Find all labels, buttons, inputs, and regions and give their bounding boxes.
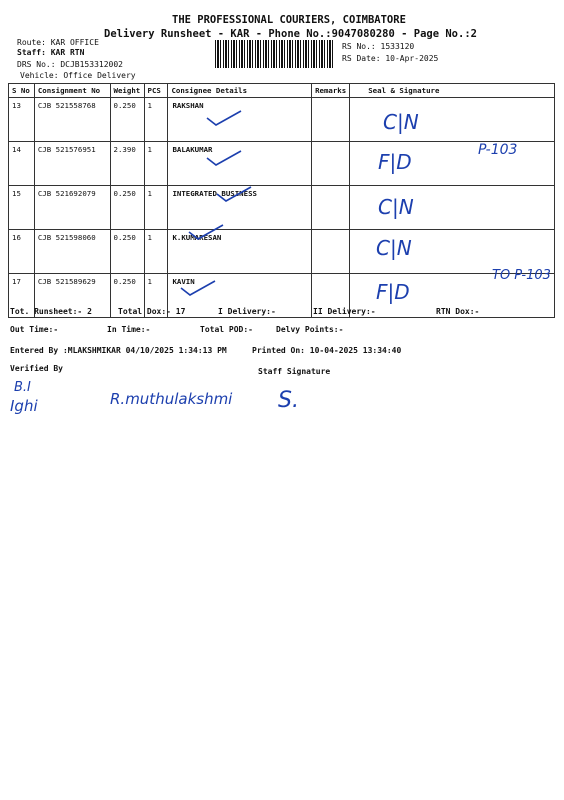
table-row — [9, 142, 555, 186]
i-delivery: I Delivery:- — [218, 307, 276, 316]
row-sno: 17 — [9, 274, 35, 318]
row-sno: 13 — [9, 98, 35, 142]
row-pcs: 1 — [144, 98, 168, 142]
checkmark-icon — [214, 184, 254, 204]
total-pod: Total POD:- — [200, 325, 253, 334]
row-weight: 0.250 — [110, 98, 144, 142]
vehicle: Vehicle: Office Delivery — [20, 71, 136, 80]
row-consignee: BALAKUMAR — [168, 142, 312, 186]
company-title: THE PROFESSIONAL COURIERS, COIMBATORE — [172, 14, 406, 26]
signature-name: R.muthulakshmi — [110, 390, 233, 408]
seal-mark: C|N — [376, 236, 412, 260]
handwritten-note: P-103 — [478, 142, 518, 158]
col-consignee: Consignee Details — [168, 84, 312, 98]
row-consignment: CJB 521558768 — [34, 98, 110, 142]
row-consignee: RAKSHAN — [168, 98, 312, 142]
verified-by: Verified By — [10, 364, 63, 373]
signature-verifier-1: B.I — [14, 380, 31, 395]
rs-number: RS No.: 1533120 — [342, 42, 415, 51]
checkmark-icon — [204, 108, 244, 128]
seal-mark: F|D — [376, 280, 410, 304]
row-consignment: CJB 521692079 — [34, 186, 110, 230]
handwritten-note: TO P-103 — [492, 268, 551, 283]
row-weight: 0.250 — [110, 186, 144, 230]
col-pcs: PCS — [144, 84, 168, 98]
row-remarks — [312, 142, 350, 186]
table-row — [9, 186, 555, 230]
row-remarks — [312, 230, 350, 274]
in-time: In Time:- — [107, 325, 151, 334]
col-sno: S No — [9, 84, 35, 98]
row-sno: 16 — [9, 230, 35, 274]
row-weight: 2.390 — [110, 142, 144, 186]
rs-date: RS Date: 10-Apr-2025 — [342, 54, 439, 63]
printed-on: Printed On: 10-04-2025 13:34:40 — [252, 346, 402, 355]
staff: Staff: KAR RTN — [17, 48, 85, 57]
signature-verifier-2: Ighi — [10, 397, 38, 415]
ii-delivery: II Delivery:- — [313, 307, 376, 316]
row-remarks — [312, 98, 350, 142]
row-consignee: K.KUMARESAN — [168, 230, 312, 274]
row-weight: 0.250 — [110, 274, 144, 318]
row-pcs: 1 — [144, 142, 168, 186]
row-weight: 0.250 — [110, 230, 144, 274]
table-header — [9, 84, 555, 98]
table-row — [9, 230, 555, 274]
tot-runsheet: Tot. Runsheet:- 2 — [10, 307, 92, 316]
table-row — [9, 98, 555, 142]
col-remarks: Remarks — [312, 84, 350, 98]
total-dox: Total Dox:- 17 — [118, 307, 186, 316]
out-time: Out Time:- — [10, 325, 59, 334]
row-pcs: 1 — [144, 186, 168, 230]
row-pcs: 1 — [144, 274, 168, 318]
runsheet-table — [8, 83, 555, 318]
row-consignment: CJB 521589629 — [34, 274, 110, 318]
row-consignee: KAVIN — [168, 274, 312, 318]
row-consignee: INTEGRATED BUSINESS — [168, 186, 312, 230]
col-consignment: Consignment No — [34, 84, 110, 98]
seal-mark: F|D — [378, 150, 412, 174]
route: Route: KAR OFFICE — [17, 38, 99, 47]
drs-number: DRS No.: DCJB153312002 — [17, 60, 123, 69]
row-sno: 14 — [9, 142, 35, 186]
checkmark-icon — [186, 222, 226, 242]
seal-mark: C|N — [378, 195, 414, 219]
col-seal: Seal & Signature — [350, 84, 555, 98]
checkmark-icon — [178, 278, 218, 298]
delvy-points: Delvy Points:- — [276, 325, 344, 334]
row-sno: 15 — [9, 186, 35, 230]
col-weight: Weight — [110, 84, 144, 98]
seal-mark: C|N — [383, 110, 419, 134]
runsheet-title: Delivery Runsheet - KAR - Phone No.:9047080280 - Page No.:2 — [104, 28, 477, 40]
entered-by: Entered By :MLAKSHMIKAR 04/10/2025 1:34:13 PM — [10, 346, 227, 355]
barcode — [215, 40, 335, 68]
staff-signature-label: Staff Signature — [258, 367, 331, 376]
row-consignment: CJB 521598060 — [34, 230, 110, 274]
row-consignment: CJB 521576951 — [34, 142, 110, 186]
checkmark-icon — [204, 148, 244, 168]
row-remarks — [312, 186, 350, 230]
row-seal-cell — [350, 98, 555, 142]
row-pcs: 1 — [144, 230, 168, 274]
signature-staff: S. — [278, 388, 299, 413]
rtn-dox: RTN Dox:- — [436, 307, 480, 316]
